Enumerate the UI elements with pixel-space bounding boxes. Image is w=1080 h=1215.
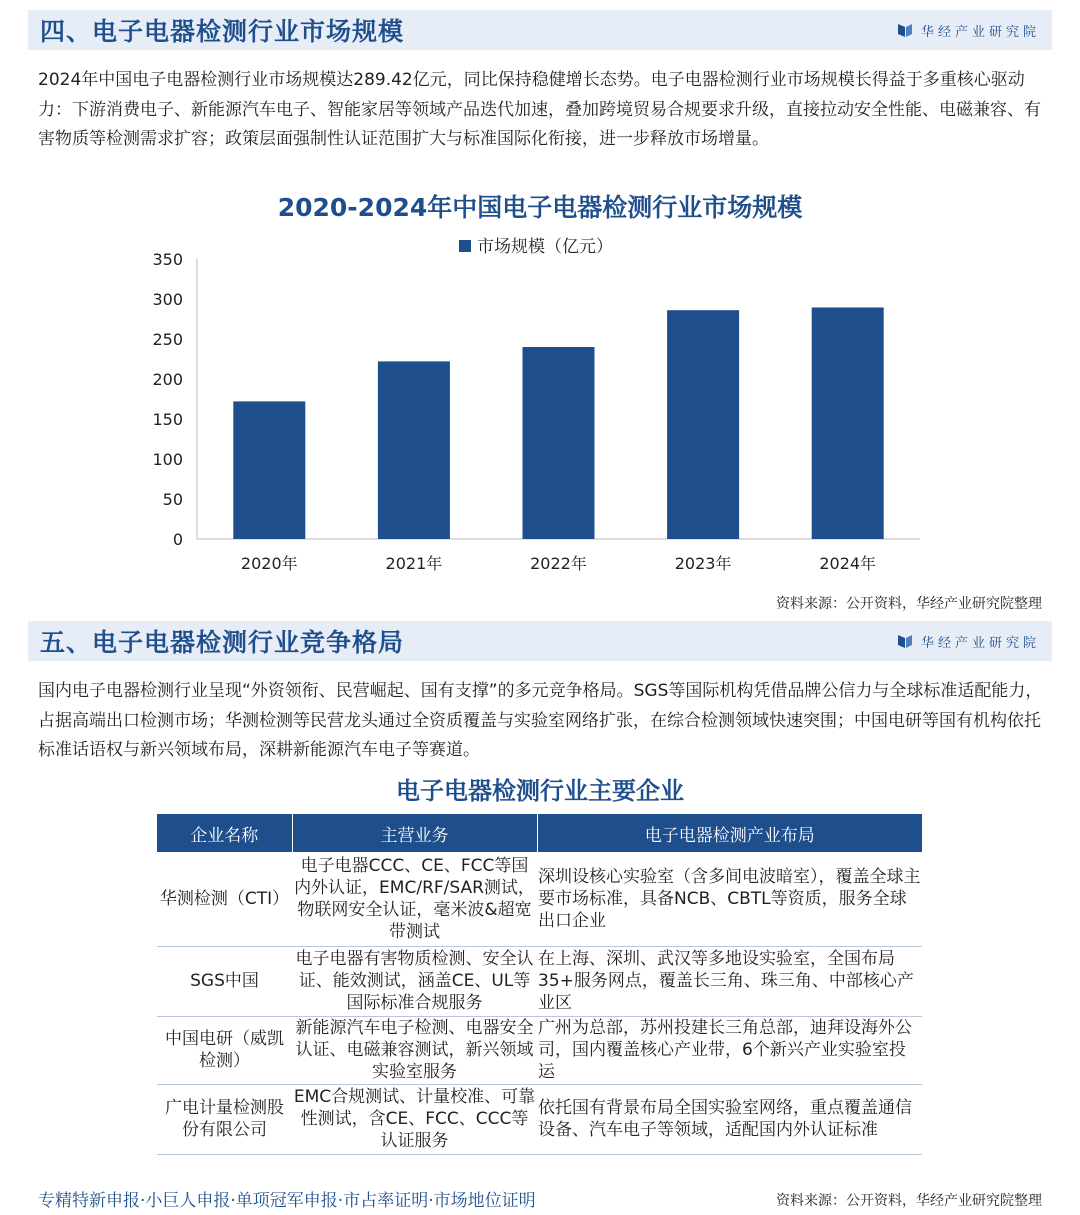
company-business: 电子电器CCC、CE、FCC等国内外认证，EMC/RF/SAR测试，物联网安全认证，毫米波&超宽带测试 xyxy=(292,852,537,946)
company-name: 华测检测（CTI） xyxy=(157,852,292,946)
table-header-row xyxy=(157,814,922,852)
x-tick-label: 2020年 xyxy=(240,554,298,573)
x-tick-label: 2022年 xyxy=(530,554,587,573)
legend-swatch xyxy=(459,240,471,252)
legend-label: 市场规模（亿元） xyxy=(477,237,613,257)
section-5-paragraph: 国内电子电器检测行业呈现“外资领衔、民营崛起、国有支撑”的多元竞争格局。SGS等国际机构凭借品牌公信力与全球标准适配能力，占据高端出口检测市场；华测检测等民营龙头通过全资质覆盖与实验室网络扩张，在综合检测领域快速突围；中国电研等国有机构依托标准话语权与新兴领域布局，深耕新能源汽车电子等赛道。 xyxy=(38,681,1043,760)
company-name: 广电计量检测股份有限公司 xyxy=(157,1084,292,1154)
company-layout: 在上海、深圳、武汉等多地设实验室，全国布局35+服务网点，覆盖长三角、珠三角、中部核心产业区 xyxy=(537,946,922,1016)
section-4-header xyxy=(28,10,1052,50)
header-layout: 电子电器检测产业布局 xyxy=(537,814,922,852)
company-layout: 广州为总部，苏州投建长三角总部，迪拜设海外公司，国内覆盖核心产业带，6个新兴产业实验室投运 xyxy=(537,1016,922,1084)
brand-name: 华经产业研究院 xyxy=(920,24,1040,40)
brand-logo-icon xyxy=(897,22,913,38)
x-axis-ticks xyxy=(241,554,876,573)
companies-table xyxy=(157,814,922,1155)
chart-legend xyxy=(459,237,613,257)
table-title: 电子电器检测行业主要企业 xyxy=(396,777,684,805)
table-row xyxy=(157,1084,922,1154)
brand-logo-icon xyxy=(897,633,913,649)
bars xyxy=(233,307,883,539)
bar xyxy=(523,347,595,539)
company-business: EMC合规测试、计量校准、可靠性测试，含CE、FCC、CCC等认证服务 xyxy=(292,1084,537,1154)
section-4-source: 资料来源：公开资料，华经产业研究院整理 xyxy=(776,596,1042,612)
brand-name: 华经产业研究院 xyxy=(920,635,1040,651)
x-tick-label: 2024年 xyxy=(819,554,877,573)
x-tick-label: 2021年 xyxy=(385,554,443,573)
y-tick-label: 0 xyxy=(172,530,183,549)
section-5-title: 五、电子电器检测行业竞争格局 xyxy=(40,628,405,657)
y-tick-label: 350 xyxy=(152,250,183,269)
bar xyxy=(233,401,305,539)
header-main-business: 主营业务 xyxy=(292,814,537,852)
company-business: 电子电器有害物质检测、安全认证、能效测试，涵盖CE、UL等国际标准合规服务 xyxy=(292,946,537,1016)
table-row xyxy=(157,1016,922,1084)
y-tick-label: 50 xyxy=(162,490,183,509)
company-business: 新能源汽车电子检测、电器安全认证、电磁兼容测试，新兴领域实验室服务 xyxy=(292,1016,537,1084)
company-name: 中国电研（威凯检测） xyxy=(157,1016,292,1084)
y-tick-label: 200 xyxy=(152,370,183,389)
section-4-title: 四、电子电器检测行业市场规模 xyxy=(40,17,405,46)
bar xyxy=(378,361,450,539)
bar xyxy=(812,307,884,539)
y-axis-ticks xyxy=(152,250,183,549)
section-4-paragraph: 2024年中国电子电器检测行业市场规模达289.42亿元，同比保持稳健增长态势。电子电器检测行业市场规模长得益于多重核心驱动力：下游消费电子、新能源汽车电子、智能家居等领域产品迭代加速，叠加跨境贸易合规要求升级，直接拉动安全性能、电磁兼容、有害物质等检测需求扩容；政策层面强制性认证范围扩大与标准国际化衔接，进一步释放市场增量。 xyxy=(38,70,1041,149)
company-name: SGS中国 xyxy=(157,946,292,1016)
table-row xyxy=(157,852,922,946)
brand-mark-2 xyxy=(897,632,1040,651)
header-company-name: 企业名称 xyxy=(157,814,292,852)
footer-service-tags: 专精特新申报·小巨人申报·单项冠军申报·市占率证明·市场地位证明 xyxy=(38,1191,536,1211)
y-tick-label: 150 xyxy=(152,410,183,429)
company-layout: 依托国有背景布局全国实验室网络，重点覆盖通信设备、汽车电子等领域，适配国内外认证标准 xyxy=(537,1084,922,1154)
brand-mark xyxy=(897,21,1040,40)
company-layout: 深圳设核心实验室（含多间电波暗室），覆盖全球主要市场标准，具备NCB、CBTL等资质，服务全球出口企业 xyxy=(537,852,922,946)
market-size-bar-chart xyxy=(0,228,1080,588)
section-5-source: 资料来源：公开资料，华经产业研究院整理 xyxy=(776,1193,1042,1209)
bar xyxy=(667,310,739,539)
x-tick-label: 2023年 xyxy=(674,554,732,573)
y-tick-label: 100 xyxy=(152,450,183,469)
section-5-header xyxy=(28,621,1052,661)
chart-title: 2020-2024年中国电子电器检测行业市场规模 xyxy=(277,193,803,222)
y-tick-label: 300 xyxy=(152,290,183,309)
y-tick-label: 250 xyxy=(152,330,183,349)
table-row xyxy=(157,946,922,1016)
